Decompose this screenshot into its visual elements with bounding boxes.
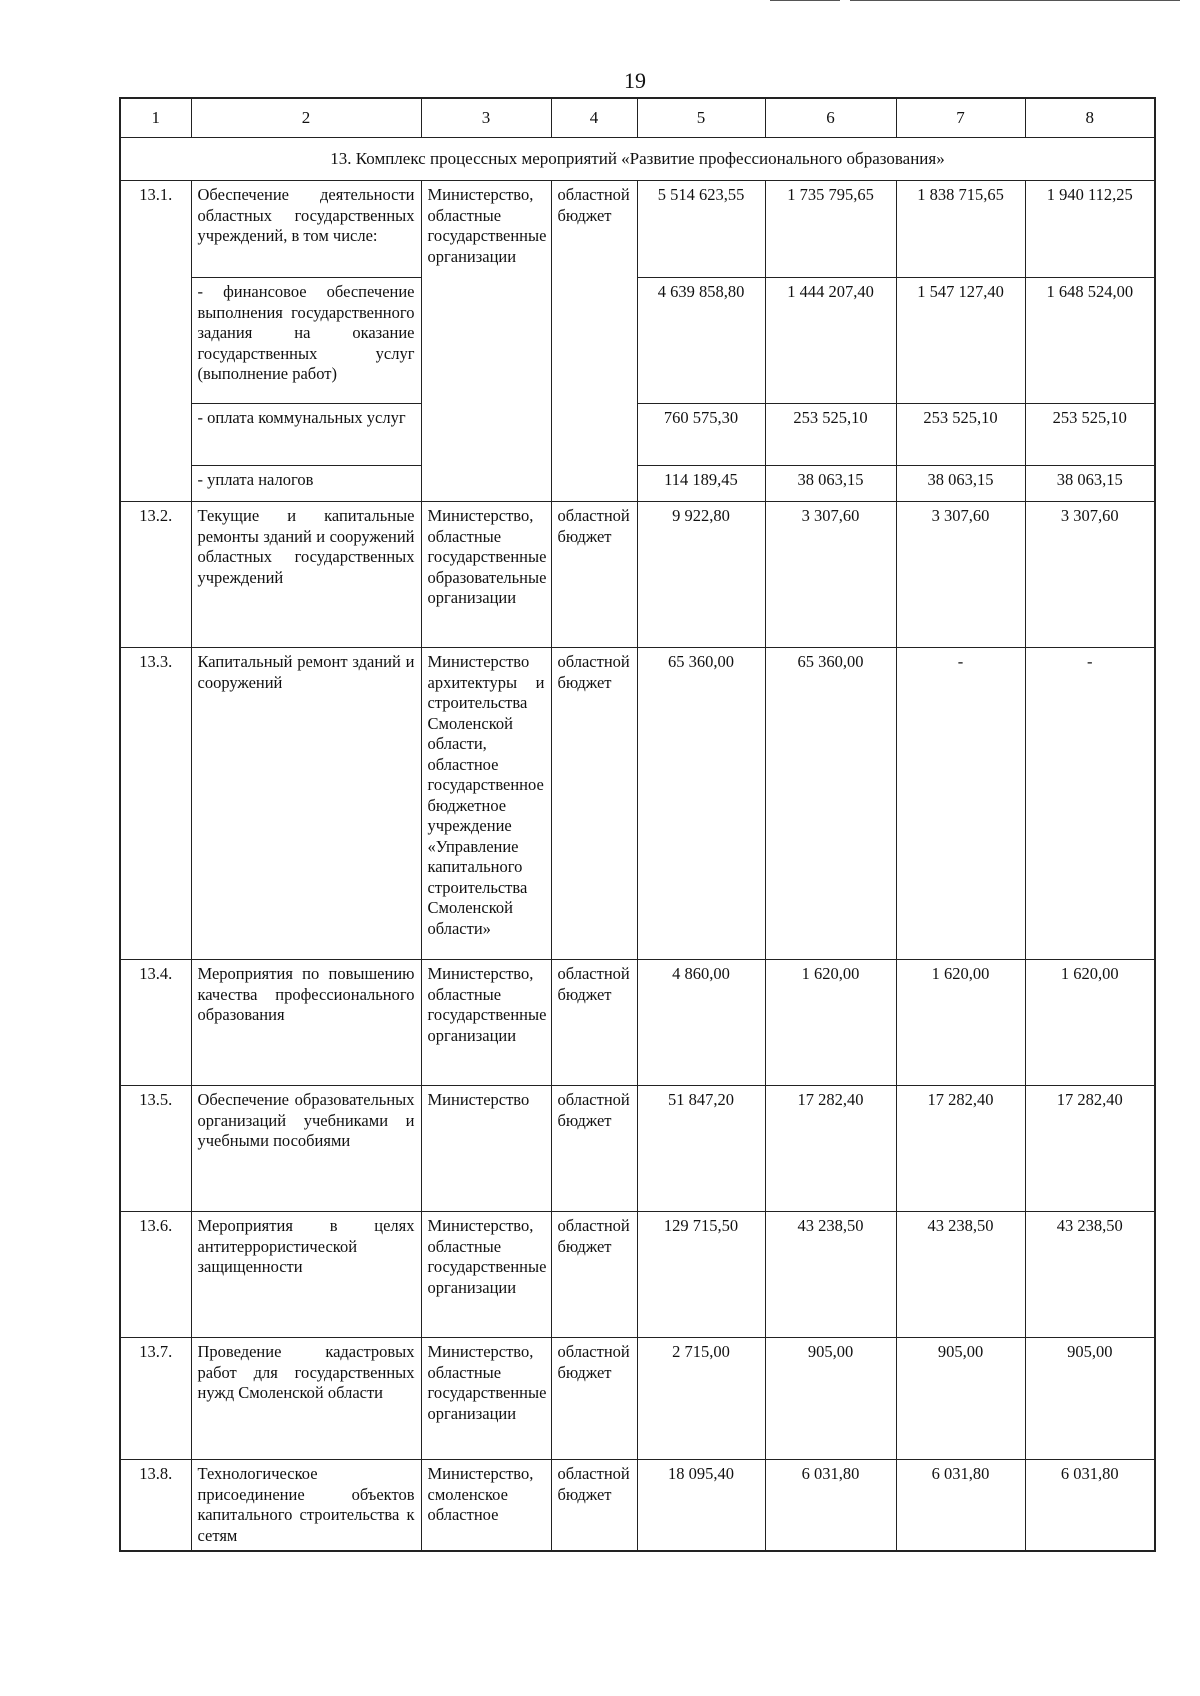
top-scan-line (770, 0, 840, 1)
section-title: 13. Комплекс процессных мероприятий «Развитие профессионального образования» (120, 138, 1155, 181)
column-number: 1 (120, 98, 191, 138)
row-number: 13.8. (120, 1460, 191, 1552)
sub-row (120, 278, 1155, 404)
value-col6: 1 620,00 (765, 960, 896, 1086)
measure-name: Мероприятия в целях антитеррористической защищенности (191, 1212, 421, 1338)
funding-source: областной бюджет (551, 1212, 637, 1338)
value-col8: 3 307,60 (1025, 502, 1155, 648)
table-row (120, 1460, 1155, 1552)
row-number: 13.1. (120, 181, 191, 502)
measure-name: Мероприятия по повышению качества профессионального образования (191, 960, 421, 1086)
page-number: 19 (624, 68, 646, 93)
top-scan-line (850, 0, 1180, 1)
value-col7: - (896, 648, 1025, 960)
sub-measure-name: - уплата налогов (191, 466, 421, 502)
funding-source: областной бюджет (551, 1460, 637, 1552)
column-number: 6 (765, 98, 896, 138)
row-number: 13.6. (120, 1212, 191, 1338)
column-number-row (120, 98, 1155, 138)
executor: Министерство (421, 1086, 551, 1212)
table-row (120, 181, 1155, 278)
measure-name: Обеспечение деятельности областных государственных учреждений, в том числе: (191, 181, 421, 278)
value-col8: 253 525,10 (1025, 404, 1155, 466)
value-col8: 1 648 524,00 (1025, 278, 1155, 404)
column-number: 7 (896, 98, 1025, 138)
value-col5: 4 860,00 (637, 960, 765, 1086)
value-col7: 43 238,50 (896, 1212, 1025, 1338)
value-col5: 51 847,20 (637, 1086, 765, 1212)
value-col7: 1 838 715,65 (896, 181, 1025, 278)
value-col6: 17 282,40 (765, 1086, 896, 1212)
value-col5: 4 639 858,80 (637, 278, 765, 404)
value-col6: 1 735 795,65 (765, 181, 896, 278)
value-col7: 1 547 127,40 (896, 278, 1025, 404)
sub-measure-name: - финансовое обеспечение выполнения государственного задания на оказание государственных услуг (выполнение работ) (191, 278, 421, 404)
value-col8: 17 282,40 (1025, 1086, 1155, 1212)
value-col7: 3 307,60 (896, 502, 1025, 648)
table-row (120, 1338, 1155, 1460)
value-col5: 760 575,30 (637, 404, 765, 466)
value-col5: 2 715,00 (637, 1338, 765, 1460)
funding-source: областной бюджет (551, 648, 637, 960)
row-number: 13.7. (120, 1338, 191, 1460)
value-col7: 905,00 (896, 1338, 1025, 1460)
value-col5: 5 514 623,55 (637, 181, 765, 278)
measure-name: Капитальный ремонт зданий и сооружений (191, 648, 421, 960)
executor: Министерство, областные государственные организации (421, 960, 551, 1086)
value-col5: 9 922,80 (637, 502, 765, 648)
value-col7: 253 525,10 (896, 404, 1025, 466)
row-number: 13.5. (120, 1086, 191, 1212)
sub-measure-name: - оплата коммунальных услуг (191, 404, 421, 466)
value-col6: 65 360,00 (765, 648, 896, 960)
value-col8: - (1025, 648, 1155, 960)
value-col6: 38 063,15 (765, 466, 896, 502)
executor: Министерство, областные государственные организации (421, 181, 551, 502)
table-row (120, 648, 1155, 960)
value-col7: 38 063,15 (896, 466, 1025, 502)
executor: Министерство архитектуры и строительства Смоленской области, областное государственное бюджетное учреждение «Управление капитального строительства Смоленской области» (421, 648, 551, 960)
row-number: 13.2. (120, 502, 191, 648)
value-col5: 114 189,45 (637, 466, 765, 502)
funding-source: областной бюджет (551, 502, 637, 648)
value-col8: 6 031,80 (1025, 1460, 1155, 1552)
executor: Министерство, областные государственные организации (421, 1338, 551, 1460)
table-row (120, 960, 1155, 1086)
value-col5: 18 095,40 (637, 1460, 765, 1552)
value-col5: 129 715,50 (637, 1212, 765, 1338)
value-col8: 38 063,15 (1025, 466, 1155, 502)
executor: Министерство, областные государственные образовательные организации (421, 502, 551, 648)
table-row (120, 1212, 1155, 1338)
value-col6: 253 525,10 (765, 404, 896, 466)
measure-name: Проведение кадастровых работ для государственных нужд Смоленской области (191, 1338, 421, 1460)
measure-name: Текущие и капитальные ремонты зданий и сооружений областных государственных учреждений (191, 502, 421, 648)
value-col6: 43 238,50 (765, 1212, 896, 1338)
value-col6: 6 031,80 (765, 1460, 896, 1552)
funding-source: областной бюджет (551, 960, 637, 1086)
value-col5: 65 360,00 (637, 648, 765, 960)
funding-source: областной бюджет (551, 1086, 637, 1212)
row-number: 13.3. (120, 648, 191, 960)
table-row (120, 1086, 1155, 1212)
value-col7: 17 282,40 (896, 1086, 1025, 1212)
value-col6: 1 444 207,40 (765, 278, 896, 404)
value-col8: 905,00 (1025, 1338, 1155, 1460)
sub-row (120, 404, 1155, 466)
column-number: 5 (637, 98, 765, 138)
executor: Министерство, областные государственные организации (421, 1212, 551, 1338)
measure-name: Обеспечение образовательных организаций учебниками и учебными пособиями (191, 1086, 421, 1212)
section-title-row (120, 138, 1155, 181)
sub-row (120, 466, 1155, 502)
column-number: 3 (421, 98, 551, 138)
funding-source: областной бюджет (551, 181, 637, 502)
column-number: 8 (1025, 98, 1155, 138)
value-col8: 43 238,50 (1025, 1212, 1155, 1338)
table-row (120, 502, 1155, 648)
value-col6: 3 307,60 (765, 502, 896, 648)
measure-name: Технологическое присоединение объектов капитального строительства к сетям (191, 1460, 421, 1552)
value-col7: 1 620,00 (896, 960, 1025, 1086)
funding-source: областной бюджет (551, 1338, 637, 1460)
row-number: 13.4. (120, 960, 191, 1086)
value-col8: 1 620,00 (1025, 960, 1155, 1086)
value-col8: 1 940 112,25 (1025, 181, 1155, 278)
budget-table (119, 97, 1156, 1552)
executor: Министерство, смоленское областное (421, 1460, 551, 1552)
column-number: 4 (551, 98, 637, 138)
column-number: 2 (191, 98, 421, 138)
value-col7: 6 031,80 (896, 1460, 1025, 1552)
value-col6: 905,00 (765, 1338, 896, 1460)
